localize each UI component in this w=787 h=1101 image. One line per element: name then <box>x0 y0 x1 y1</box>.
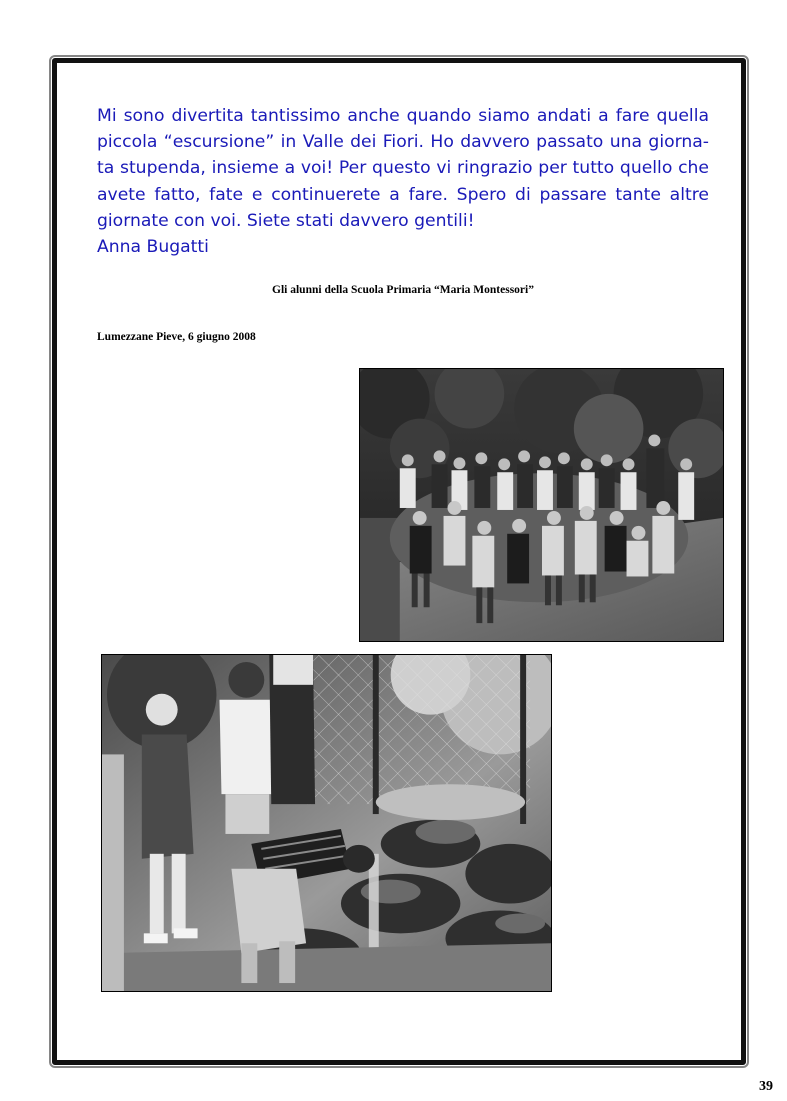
letter-body: Mi sono divertita tantissimo anche quando siamo andati a fare quella piccola “escursione” in Valle dei Fiori. Ho davvero passato una giorna-ta stupenda, insieme a voi! Per questo vi ringrazio per tutto quello che avete fatto, fate e continuerete a fare. Spero di passare tante altre giornate con voi. Siete stati davvero gentili! <box>97 106 709 231</box>
group-photo-image <box>360 369 723 641</box>
letter-text <box>97 103 709 260</box>
page-number: 39 <box>759 1079 773 1094</box>
school-caption: Gli alunni della Scuola Primaria “Maria Montessori” <box>272 284 534 296</box>
letter-signature: Anna Bugatti <box>97 237 209 258</box>
group-photo <box>359 368 724 642</box>
place-date-caption: Lumezzane Pieve, 6 giugno 2008 <box>97 331 256 343</box>
spring-photo <box>101 654 552 992</box>
spring-photo-image <box>102 655 551 991</box>
